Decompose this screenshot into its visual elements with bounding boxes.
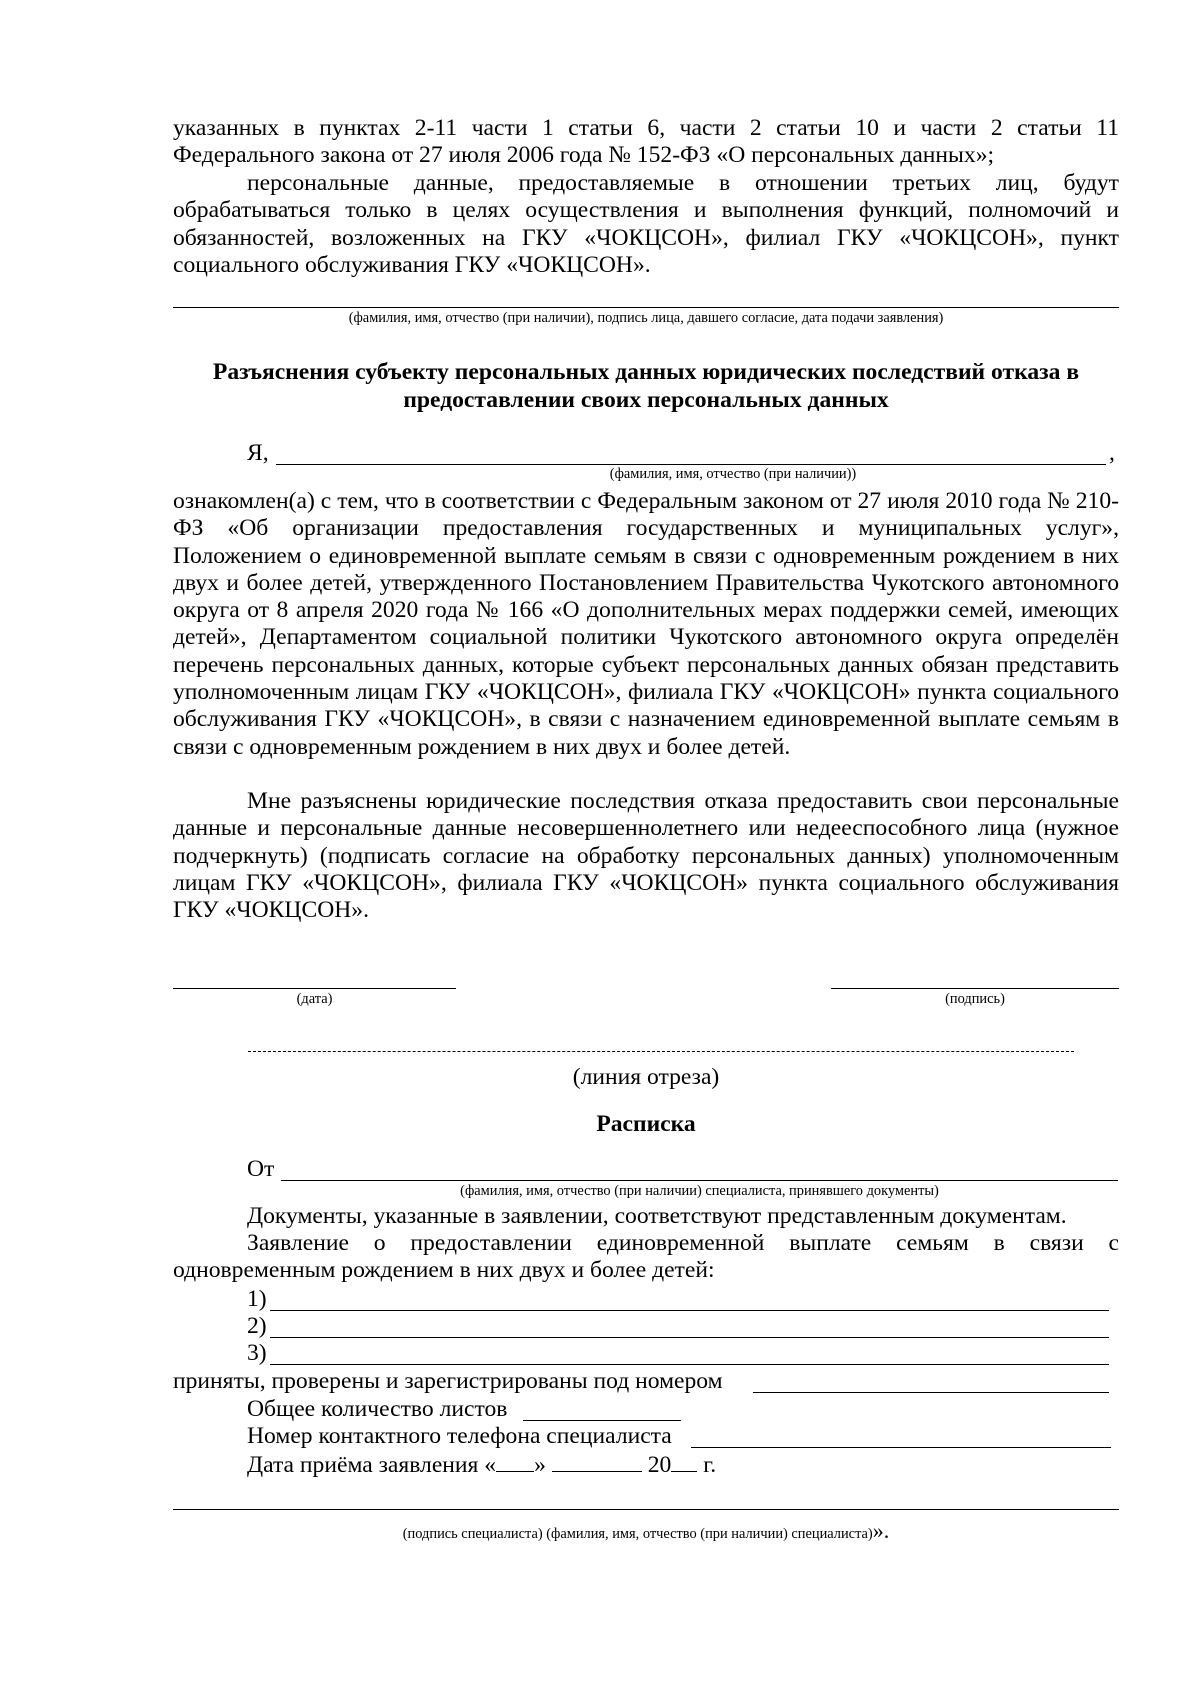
from-field[interactable] — [281, 1180, 1118, 1181]
explanation-title-line-2: предоставлении своих персональных данных — [403, 387, 889, 413]
ya-name-caption: (фамилия, имя, отчество (при наличии)) — [609, 466, 857, 482]
phone-label: Номер контактного телефона специалиста — [247, 1423, 672, 1449]
from-label: От — [247, 1156, 275, 1182]
item-1-label: 1) — [247, 1286, 267, 1312]
cut-dashed-line — [248, 1051, 1074, 1052]
explanation-title-line-1: Разъяснения субъекту персональных данных юридических последствий отказа в — [212, 359, 1080, 385]
docs-line: Документы, указанные в заявлении, соответствуют представленным документам. — [247, 1203, 1067, 1229]
footer-caption-row — [173, 1518, 1119, 1543]
item-3-field[interactable] — [270, 1364, 1109, 1365]
date-line[interactable] — [173, 988, 456, 989]
date-label-start: Дата приёма заявления « — [247, 1452, 497, 1478]
ya-comma: , — [1109, 440, 1115, 466]
sheets-label: Общее количество листов — [247, 1396, 508, 1422]
footer-signature-line[interactable] — [173, 1509, 1119, 1510]
registration-number-field[interactable] — [753, 1392, 1109, 1393]
date-year-field[interactable] — [671, 1451, 697, 1472]
consent-paragraph-1: указанных в пунктах 2-11 части 1 статьи 6, части 2 статьи 10 и части 2 статьи 11 Федерального закона от 27 июля 2006 года № 152-ФЗ «О персональных данных»; — [173, 115, 1119, 169]
receipt-title: Расписка — [596, 1111, 696, 1137]
date-label-mid: » — [534, 1452, 546, 1478]
date-received-row — [247, 1451, 716, 1479]
item-1-field[interactable] — [270, 1310, 1109, 1311]
signature-caption: (подпись) — [945, 991, 1005, 1007]
ya-name-field[interactable] — [276, 464, 1106, 465]
phone-field[interactable] — [691, 1447, 1111, 1448]
date-caption: (дата) — [296, 991, 333, 1007]
consent-paragraph-2: персональные данные, предоставляемые в отношении третьих лиц, будут обрабатываться только в целях осуществления и выполнения функций, полномочий и обязанностей, возложенных на ГКУ «ЧОКЦСОН», филиал ГКУ «ЧОКЦСОН», пункт социального обслуживания ГКУ «ЧОКЦСОН». — [173, 170, 1119, 278]
footer-caption: (подпись специалиста) (фамилия, имя, отчество (при наличии) специалиста) — [402, 1526, 873, 1542]
date-day-field[interactable] — [496, 1451, 534, 1472]
consent-signature-caption: (фамилия, имя, отчество (при наличии), подпись лица, давшего согласие, дата подачи заявления) — [348, 310, 944, 326]
explanation-body: ознакомлен(а) с тем, что в соответствии с Федеральным законом от 27 июля 2010 года № 210-ФЗ «Об организации предоставления государственных и муниципальных услуг», Положением о единовременной выплате семьям в связи с одновременным рождением в них двух и более детей, утвержденного Постановлением Правительства Чукотского автономного округа от 8 апреля 2020 года № 166 «О дополнительных мерах поддержки семей, имеющих детей», Департаментом социальной политики Чукотского автономного округа определён перечень персональных данных, которые субъект персональных данных обязан представить уполномоченным лицам ГКУ «ЧОКЦСОН», филиала ГКУ «ЧОКЦСОН» пункта социального обслуживания ГКУ «ЧОКЦСОН», в связи с назначением единовременной выплате семьям в связи с одновременным рождением в них двух и более детей. — [173, 488, 1119, 760]
item-2-label: 2) — [247, 1313, 267, 1339]
explanation-body-2: Мне разъяснены юридические последствия отказа предоставить свои персональные данные и персональные данные несовершеннолетнего или недееспособного лица (нужное подчеркнуть) (подписать согласие на обработку персональных данных) уполномоченным лицам ГКУ «ЧОКЦСОН», филиала ГКУ «ЧОКЦСОН» пункта социального обслуживания ГКУ «ЧОКЦСОН». — [173, 788, 1119, 924]
item-3-label: 3) — [247, 1340, 267, 1366]
footer-end: ». — [872, 1518, 890, 1543]
date-label-year: 20 — [647, 1452, 672, 1478]
ya-label: Я, — [247, 440, 269, 466]
registered-label: приняты, проверены и зарегистрированы под номером — [173, 1368, 723, 1394]
signature-line[interactable] — [831, 988, 1119, 989]
application-text: Заявление о предоставлении единовременной выплате семьям в связи с одновременным рождением в них двух и более детей: — [173, 1230, 1119, 1284]
sheets-field[interactable] — [523, 1420, 681, 1421]
consent-signature-line — [173, 307, 1119, 308]
cut-line-label: (линия отреза) — [572, 1064, 720, 1090]
item-2-field[interactable] — [270, 1337, 1109, 1338]
from-caption: (фамилия, имя, отчество (при наличии) специалиста, принявшего документы) — [460, 1183, 939, 1199]
date-label-end: г. — [703, 1452, 717, 1478]
date-month-field[interactable] — [552, 1451, 642, 1472]
